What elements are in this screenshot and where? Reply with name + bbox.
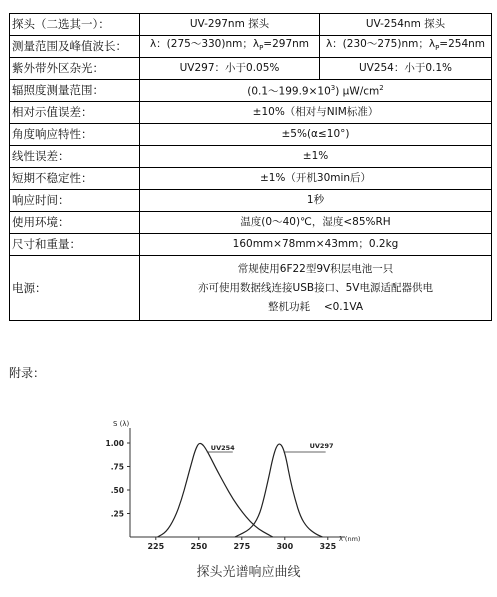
- spec-value: 160mm×78mm×43mm；0.2kg: [140, 234, 492, 256]
- spec-label: 辐照度测量范围：: [10, 80, 140, 102]
- y-tick-label: .50: [110, 486, 124, 495]
- chart-caption: 探头光谱响应曲线: [196, 565, 301, 580]
- series-line-uv297: [235, 444, 323, 537]
- spec-value: ±10%（相对与NIM标准）: [140, 102, 492, 124]
- y-tick-label: .25: [110, 509, 124, 519]
- y-axis-label: S (λ): [113, 420, 130, 428]
- y-tick-label: 1.00: [105, 439, 124, 448]
- spec-label: 线性误差：: [10, 146, 140, 168]
- wavelength-297-text: λ：(275～330)nm；λ: [149, 37, 260, 50]
- probe-297-cell: UV-297nm 探头: [140, 14, 320, 36]
- x-tick-label: 250: [190, 542, 208, 551]
- peak-subscript: P: [259, 44, 264, 53]
- x-tick-label: 325: [319, 542, 337, 551]
- power-line: 常规使用6F22型9V积层电池一只: [237, 262, 394, 275]
- irradiance-unit: ) μW/cm: [335, 85, 380, 98]
- irradiance-text: (0.1～199.9×10: [247, 85, 331, 98]
- series-line-uv254: [158, 443, 273, 537]
- spec-value: 1秒: [140, 190, 492, 212]
- spec-label: 响应时间：: [10, 190, 140, 212]
- spec-value: ±1%: [140, 146, 492, 168]
- peak-subscript: P: [435, 44, 440, 53]
- spec-label: 短期不稳定性：: [10, 168, 140, 190]
- spec-label: 探头（二选其一）：: [10, 14, 140, 36]
- spec-value: ±5%(α≤10°): [140, 124, 492, 146]
- spec-label: 角度响应特性：: [10, 124, 140, 146]
- x-axis-label: λ (nm): [339, 535, 361, 543]
- unit-superscript: 2: [379, 84, 384, 93]
- spec-label: 测量范围及峰值波长：: [10, 36, 140, 58]
- x-tick-label: 225: [147, 542, 165, 551]
- y-tick-label: .75: [110, 462, 124, 472]
- power-line: 整机功耗 <0.1VA: [267, 300, 364, 313]
- power-line: 亦可使用数据线连接USB接口、5V电源适配器供电: [198, 281, 433, 294]
- stray-297-cell: UV297：小于0.05%: [140, 58, 320, 80]
- wavelength-254-text: λ：(230～275)nm；λ: [325, 37, 436, 50]
- x-tick-label: 300: [276, 542, 294, 551]
- spec-label: 紫外带外区杂光：: [10, 58, 140, 80]
- appendix-label: 附录：: [9, 366, 46, 380]
- spec-value: 温度(0～40)℃，湿度<85%RH: [140, 212, 492, 234]
- probe-254-cell: UV-254nm 探头: [320, 14, 492, 36]
- stray-254-cell: UV254：小于0.1%: [320, 58, 492, 80]
- x-tick-label: 275: [233, 542, 251, 551]
- wavelength-254-peak: =254nm: [439, 37, 486, 50]
- spec-label: 尺寸和重量：: [10, 234, 140, 256]
- spec-label: 使用环境：: [10, 212, 140, 234]
- spec-label: 相对示值误差：: [10, 102, 140, 124]
- exponent-superscript: 3: [330, 84, 336, 93]
- wavelength-297-peak: =297nm: [263, 37, 310, 50]
- spec-value: ±1%（开机30min后）: [140, 168, 492, 190]
- series-label: UV254: [210, 444, 235, 452]
- spec-label: 电源：: [10, 256, 140, 321]
- series-label: UV297: [309, 442, 334, 450]
